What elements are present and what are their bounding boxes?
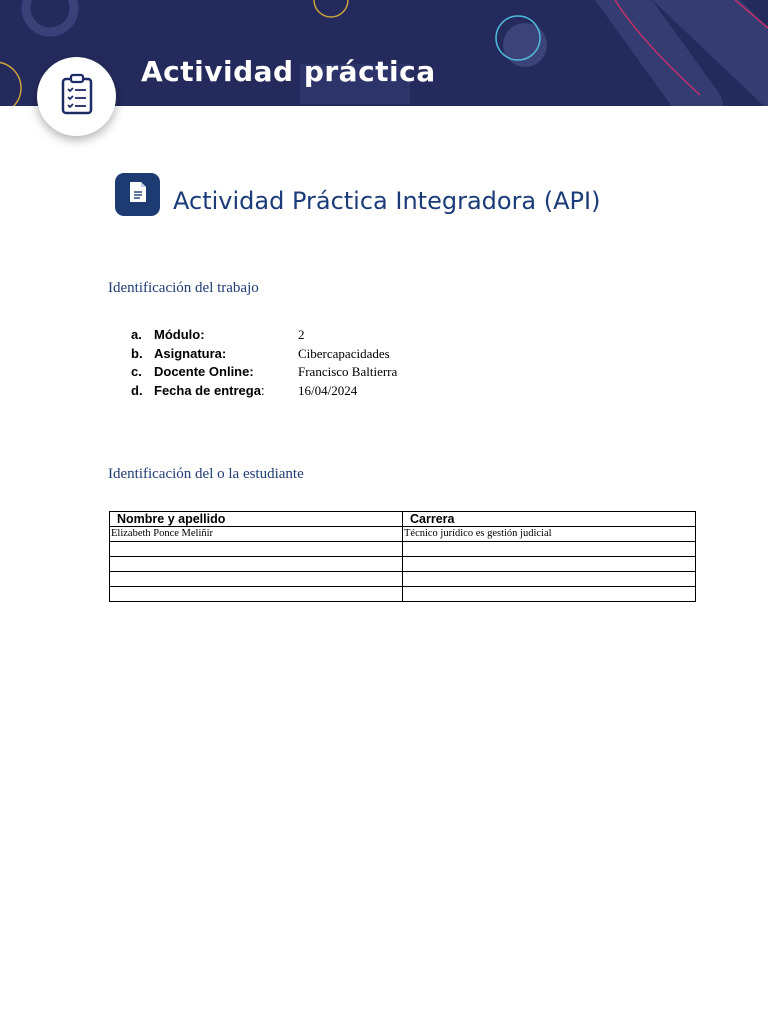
field-value: 2 [298, 327, 305, 342]
table-cell: Técnico jurídico es gestión judicial [403, 527, 696, 542]
banner-title: Actividad práctica [141, 55, 436, 88]
table-cell [110, 557, 403, 572]
work-details-list [131, 327, 551, 401]
list-marker: d. [131, 382, 143, 398]
list-item [131, 383, 551, 402]
list-item [131, 346, 551, 365]
table-header-row [110, 512, 696, 527]
clipboard-checklist-icon [60, 73, 94, 120]
field-label [154, 383, 265, 398]
table-cell [403, 572, 696, 587]
table-cell: Elizabeth Ponce Meliñir [110, 527, 403, 542]
column-header-career: Carrera [403, 512, 696, 527]
badge [37, 57, 116, 136]
table-cell [403, 587, 696, 602]
work-section-title: Identificación del trabajo [108, 280, 259, 296]
student-section-title: Identificación del o la estudiante [108, 466, 304, 482]
field-label-suffix: : [260, 382, 265, 398]
list-marker: b. [131, 345, 143, 361]
table-row [110, 527, 696, 542]
table-row [110, 587, 696, 602]
document-icon [129, 181, 147, 208]
page-title: Actividad Práctica Integradora (API) [173, 187, 601, 215]
field-value: Francisco Baltierra [298, 364, 398, 379]
field-label: Asignatura: [154, 345, 227, 361]
table-cell [110, 572, 403, 587]
table-cell [403, 542, 696, 557]
table-row [110, 542, 696, 557]
table-cell [110, 542, 403, 557]
table-cell [110, 587, 403, 602]
table-cell [403, 557, 696, 572]
list-item [131, 364, 551, 383]
field-value: 16/04/2024 [298, 382, 358, 398]
field-value: Cibercapacidades [298, 345, 390, 361]
heading-icon-badge [115, 173, 160, 216]
field-label: Módulo: [154, 327, 205, 342]
field-label-text: Fecha de entrega [154, 382, 261, 398]
list-marker: a. [131, 327, 142, 342]
table-row [110, 572, 696, 587]
table-row [110, 557, 696, 572]
list-item [131, 327, 551, 346]
list-marker: c. [131, 364, 142, 379]
column-header-name: Nombre y apellido [110, 512, 403, 527]
field-label: Docente Online: [154, 364, 254, 379]
student-table [109, 511, 696, 602]
